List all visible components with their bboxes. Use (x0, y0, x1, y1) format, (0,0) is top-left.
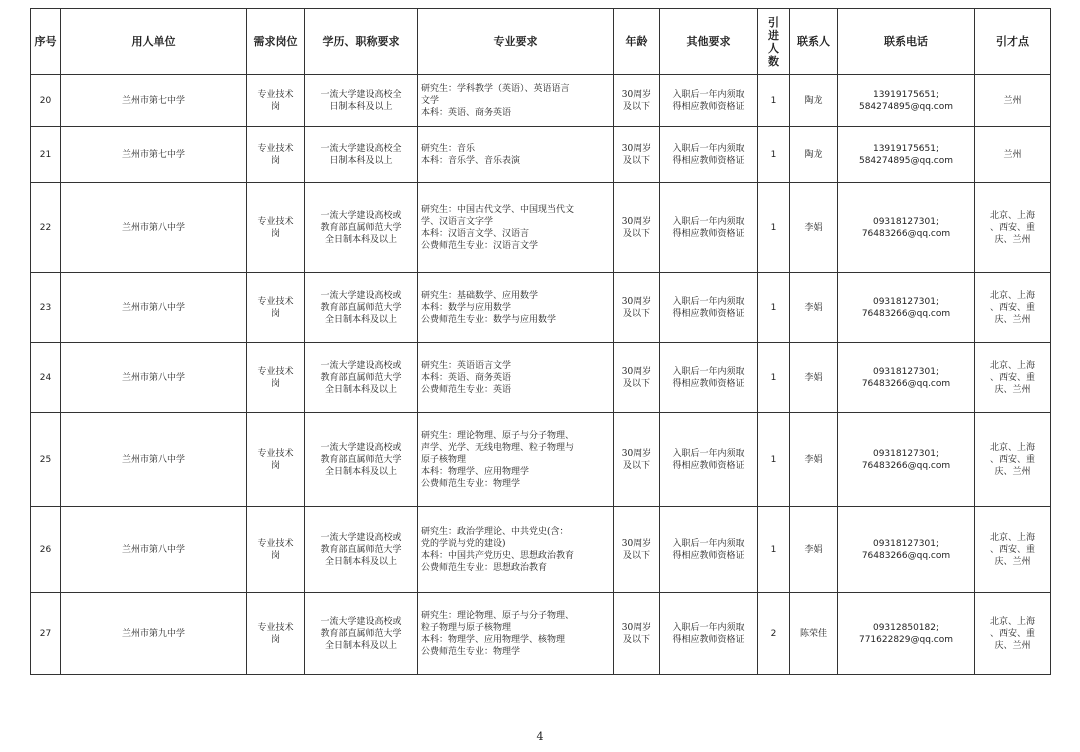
header-cell: 联系电话 (838, 9, 975, 75)
cell-major-line: 本科：数学与应用数学 (421, 302, 512, 313)
cell-major-line: 声学、光学、无线电物理、粒子物理与 (421, 442, 575, 453)
cell-location (975, 343, 1051, 413)
cell-location-line: 庆、兰州 (994, 314, 1031, 325)
cell-location-line: 庆、兰州 (994, 640, 1031, 651)
cell-position-line: 专业技术 (257, 538, 294, 549)
cell-age-line: 30周岁 (621, 143, 652, 154)
cell-age-line: 30周岁 (621, 296, 652, 307)
cell-education-line: 一流大学建设高校或 (320, 616, 402, 627)
cell-location-line: 、西安、重 (989, 544, 1035, 555)
cell-phone-line: 09318127301; (872, 538, 940, 549)
cell-employer: 兰州市第八中学 (61, 273, 247, 343)
cell-major-line: 研究生：政治学理论、中共党史(含： (421, 526, 569, 537)
cell-major (418, 413, 614, 507)
cell-major-line: 研究生：英语语言文学 (421, 360, 512, 371)
cell-major-line: 研究生：中国古代文学、中国现当代文 (421, 204, 575, 215)
cell-employer: 兰州市第七中学 (61, 75, 247, 127)
cell-serial: 20 (31, 75, 61, 127)
cell-education (305, 413, 418, 507)
cell-age-line: 30周岁 (621, 89, 652, 100)
cell-position-line: 岗 (270, 634, 280, 645)
cell-location-line: 庆、兰州 (994, 234, 1031, 245)
cell-location-line: 、西安、重 (989, 628, 1035, 639)
cell-location-line: 北京、上海 (989, 442, 1035, 453)
cell-education-line: 一流大学建设高校全 (320, 89, 402, 100)
cell-phone (838, 507, 975, 593)
cell-other-line: 得相应教师资格证 (672, 308, 745, 319)
cell-age-line: 30周岁 (621, 216, 652, 227)
cell-major-line: 党的学说与党的建设) (421, 538, 506, 549)
cell-position-line: 岗 (270, 460, 280, 471)
cell-position (247, 507, 305, 593)
header-cell: 需求岗位 (247, 9, 305, 75)
cell-contact: 李娟 (790, 343, 838, 413)
cell-location-line: 兰州 (1003, 95, 1022, 106)
cell-age-line: 30周岁 (621, 448, 652, 459)
cell-employer: 兰州市第八中学 (61, 413, 247, 507)
cell-phone-line: 76483266@qq.com (861, 460, 951, 471)
cell-contact: 陈荣佳 (790, 593, 838, 675)
cell-location (975, 593, 1051, 675)
cell-major-line: 本科：物理学、应用物理学、核物理 (421, 634, 566, 645)
cell-position (247, 75, 305, 127)
cell-age-line: 及以下 (622, 634, 650, 645)
cell-major-line: 研究生：理论物理、原子与分子物理、 (421, 430, 575, 441)
cell-other-line: 入职后一年内须取 (672, 296, 745, 307)
cell-major (418, 75, 614, 127)
cell-employer: 兰州市第八中学 (61, 507, 247, 593)
cell-age (614, 343, 660, 413)
cell-major-line: 公费师范生专业：汉语言文学 (421, 240, 539, 251)
cell-serial: 25 (31, 413, 61, 507)
cell-age (614, 183, 660, 273)
cell-position (247, 273, 305, 343)
cell-age (614, 593, 660, 675)
cell-phone (838, 75, 975, 127)
header-cell: 引进人数 (758, 9, 790, 75)
cell-contact: 李娟 (790, 413, 838, 507)
recruitment-table (30, 8, 1051, 675)
cell-major-line: 公费师范生专业：物理学 (421, 646, 521, 657)
cell-position-line: 专业技术 (257, 622, 294, 633)
cell-education-line: 一流大学建设高校或 (320, 210, 402, 221)
cell-location (975, 75, 1051, 127)
header-cell: 学历、职称要求 (305, 9, 418, 75)
cell-other-line: 入职后一年内须取 (672, 366, 745, 377)
cell-serial: 27 (31, 593, 61, 675)
cell-education-line: 全日制本科及以上 (324, 314, 397, 325)
cell-other-line: 得相应教师资格证 (672, 228, 745, 239)
cell-other (660, 183, 758, 273)
cell-major-line: 本科：物理学、应用物理学 (421, 466, 530, 477)
cell-count: 1 (758, 75, 790, 127)
cell-position-line: 专业技术 (257, 89, 294, 100)
cell-phone (838, 413, 975, 507)
cell-phone-line: 584274895@qq.com (858, 155, 954, 166)
cell-education (305, 507, 418, 593)
cell-age-line: 及以下 (622, 101, 650, 112)
cell-age-line: 及以下 (622, 460, 650, 471)
cell-position (247, 343, 305, 413)
cell-position-line: 岗 (270, 155, 280, 166)
cell-age-line: 及以下 (622, 550, 650, 561)
cell-location (975, 127, 1051, 183)
cell-position-line: 岗 (270, 101, 280, 112)
cell-major (418, 127, 614, 183)
cell-phone-line: 13919175651; (872, 143, 940, 154)
cell-location-line: 庆、兰州 (994, 384, 1031, 395)
cell-other-line: 入职后一年内须取 (672, 622, 745, 633)
cell-major (418, 273, 614, 343)
cell-education-line: 教育部直属师范大学 (320, 628, 402, 639)
cell-other (660, 273, 758, 343)
cell-major-line: 研究生：学科教学（英语）、英语语言 (421, 83, 570, 94)
cell-major-line: 公费师范生专业：英语 (421, 384, 512, 395)
cell-contact: 李娟 (790, 507, 838, 593)
cell-major-line: 公费师范生专业：数学与应用数学 (421, 314, 557, 325)
cell-employer: 兰州市第九中学 (61, 593, 247, 675)
cell-phone-line: 584274895@qq.com (858, 101, 954, 112)
cell-education-line: 教育部直属师范大学 (320, 454, 402, 465)
cell-other (660, 413, 758, 507)
cell-phone (838, 183, 975, 273)
cell-major-line: 研究生：音乐 (421, 143, 476, 154)
page-number: 4 (536, 730, 544, 743)
cell-major-line: 公费师范生专业：思想政治教育 (421, 562, 548, 573)
cell-education-line: 一流大学建设高校或 (320, 290, 402, 301)
cell-age-line: 及以下 (622, 155, 650, 166)
table-row (31, 75, 1051, 127)
cell-location-line: 、西安、重 (989, 302, 1035, 313)
cell-serial: 23 (31, 273, 61, 343)
cell-other-line: 得相应教师资格证 (672, 155, 745, 166)
cell-phone (838, 127, 975, 183)
cell-location-line: 北京、上海 (989, 616, 1035, 627)
cell-major-line: 学、汉语言文字学 (421, 216, 494, 227)
cell-age-line: 及以下 (622, 378, 650, 389)
cell-location-line: 庆、兰州 (994, 466, 1031, 477)
cell-contact: 李娟 (790, 183, 838, 273)
cell-position-line: 专业技术 (257, 448, 294, 459)
cell-age-line: 30周岁 (621, 366, 652, 377)
cell-position-line: 岗 (270, 378, 280, 389)
cell-education-line: 全日制本科及以上 (324, 640, 397, 651)
cell-education (305, 273, 418, 343)
cell-location (975, 183, 1051, 273)
cell-position-line: 岗 (270, 228, 280, 239)
cell-location-line: 北京、上海 (989, 360, 1035, 371)
cell-location-line: 庆、兰州 (994, 556, 1031, 567)
cell-location-line: 、西安、重 (989, 222, 1035, 233)
cell-contact: 陶龙 (790, 127, 838, 183)
cell-other-line: 得相应教师资格证 (672, 101, 745, 112)
cell-major (418, 183, 614, 273)
header-cell: 专业要求 (418, 9, 614, 75)
table-row (31, 413, 1051, 507)
cell-phone-line: 771622829@qq.com (858, 634, 954, 645)
cell-age (614, 75, 660, 127)
cell-age-line: 及以下 (622, 308, 650, 319)
cell-other-line: 得相应教师资格证 (672, 378, 745, 389)
cell-education-line: 教育部直属师范大学 (320, 544, 402, 555)
cell-education-line: 一流大学建设高校或 (320, 442, 402, 453)
cell-phone-line: 76483266@qq.com (861, 550, 951, 561)
cell-education-line: 全日制本科及以上 (324, 234, 397, 245)
cell-location-line: 北京、上海 (989, 210, 1035, 221)
cell-education (305, 75, 418, 127)
cell-major-line: 文学 (421, 95, 440, 106)
cell-major (418, 593, 614, 675)
cell-phone-line: 09318127301; (872, 448, 940, 459)
cell-location-line: 北京、上海 (989, 532, 1035, 543)
cell-education-line: 教育部直属师范大学 (320, 372, 402, 383)
header-cell: 年龄 (614, 9, 660, 75)
cell-other-line: 入职后一年内须取 (672, 216, 745, 227)
cell-major-line: 研究生：理论物理、原子与分子物理、 (421, 610, 575, 621)
table-row (31, 127, 1051, 183)
cell-position (247, 127, 305, 183)
cell-other (660, 343, 758, 413)
table-row (31, 273, 1051, 343)
cell-phone-line: 76483266@qq.com (861, 378, 951, 389)
cell-employer: 兰州市第八中学 (61, 183, 247, 273)
cell-serial: 21 (31, 127, 61, 183)
cell-phone-line: 09318127301; (872, 216, 940, 227)
cell-education-line: 教育部直属师范大学 (320, 302, 402, 313)
cell-other-line: 入职后一年内须取 (672, 89, 745, 100)
cell-employer: 兰州市第七中学 (61, 127, 247, 183)
cell-education-line: 全日制本科及以上 (324, 466, 397, 477)
table-row (31, 183, 1051, 273)
cell-other-line: 得相应教师资格证 (672, 460, 745, 471)
cell-age (614, 507, 660, 593)
cell-location-line: 、西安、重 (989, 372, 1035, 383)
cell-major-line: 研究生：基础数学、应用数学 (421, 290, 539, 301)
cell-age (614, 273, 660, 343)
cell-other-line: 得相应教师资格证 (672, 550, 745, 561)
cell-major-line: 公费师范生专业：物理学 (421, 478, 521, 489)
cell-major (418, 343, 614, 413)
cell-education (305, 593, 418, 675)
cell-count: 1 (758, 273, 790, 343)
cell-major-line: 本科：英语、商务英语 (421, 372, 512, 383)
cell-position-line: 岗 (270, 550, 280, 561)
cell-education-line: 日制本科及以上 (329, 155, 393, 166)
cell-location-line: 、西安、重 (989, 454, 1035, 465)
cell-education-line: 全日制本科及以上 (324, 384, 397, 395)
cell-other-line: 入职后一年内须取 (672, 538, 745, 549)
cell-other-line: 入职后一年内须取 (672, 143, 745, 154)
cell-phone-line: 09318127301; (872, 296, 940, 307)
cell-location (975, 273, 1051, 343)
cell-count: 1 (758, 127, 790, 183)
cell-position-line: 专业技术 (257, 296, 294, 307)
cell-phone (838, 343, 975, 413)
header-cell: 联系人 (790, 9, 838, 75)
header-cell: 引才点 (975, 9, 1051, 75)
cell-position (247, 183, 305, 273)
cell-education-line: 一流大学建设高校或 (320, 532, 402, 543)
cell-age-line: 30周岁 (621, 622, 652, 633)
cell-position-line: 专业技术 (257, 143, 294, 154)
cell-count: 2 (758, 593, 790, 675)
cell-employer: 兰州市第八中学 (61, 343, 247, 413)
cell-education-line: 日制本科及以上 (329, 101, 393, 112)
cell-other (660, 507, 758, 593)
cell-age-line: 30周岁 (621, 538, 652, 549)
cell-phone-line: 76483266@qq.com (861, 228, 951, 239)
cell-other (660, 127, 758, 183)
cell-contact: 陶龙 (790, 75, 838, 127)
cell-other-line: 入职后一年内须取 (672, 448, 745, 459)
cell-major-line: 本科：英语、商务英语 (421, 107, 512, 118)
cell-serial: 26 (31, 507, 61, 593)
cell-education (305, 343, 418, 413)
cell-education (305, 183, 418, 273)
cell-other (660, 593, 758, 675)
cell-education-line: 一流大学建设高校或 (320, 360, 402, 371)
cell-age (614, 127, 660, 183)
cell-position (247, 413, 305, 507)
cell-other-line: 得相应教师资格证 (672, 634, 745, 645)
cell-location-line: 北京、上海 (989, 290, 1035, 301)
cell-phone-line: 13919175651; (872, 89, 940, 100)
table-row (31, 343, 1051, 413)
cell-count: 1 (758, 183, 790, 273)
cell-phone-line: 76483266@qq.com (861, 308, 951, 319)
table-row (31, 593, 1051, 675)
cell-major-line: 本科：中国共产党历史、思想政治教育 (421, 550, 575, 561)
cell-position-line: 岗 (270, 308, 280, 319)
cell-education-line: 教育部直属师范大学 (320, 222, 402, 233)
cell-phone (838, 593, 975, 675)
cell-position (247, 593, 305, 675)
cell-age (614, 413, 660, 507)
cell-age-line: 及以下 (622, 228, 650, 239)
header-cell: 用人单位 (61, 9, 247, 75)
cell-location (975, 413, 1051, 507)
cell-location (975, 507, 1051, 593)
cell-major-line: 本科：汉语言文学、汉语言 (421, 228, 530, 239)
table-header-row (31, 9, 1051, 75)
cell-phone-line: 09318127301; (872, 366, 940, 377)
cell-major-line: 粒子物理与原子核物理 (421, 622, 512, 633)
cell-major-line: 本科：音乐学、音乐表演 (421, 155, 521, 166)
cell-phone-line: 09312850182; (872, 622, 940, 633)
cell-location-line: 兰州 (1003, 149, 1022, 160)
cell-count: 1 (758, 413, 790, 507)
cell-other (660, 75, 758, 127)
header-cell: 序号 (31, 9, 61, 75)
cell-position-line: 专业技术 (257, 216, 294, 227)
cell-phone (838, 273, 975, 343)
header-cell: 其他要求 (660, 9, 758, 75)
table-row (31, 507, 1051, 593)
cell-count: 1 (758, 343, 790, 413)
cell-education-line: 一流大学建设高校全 (320, 143, 402, 154)
cell-serial: 22 (31, 183, 61, 273)
cell-serial: 24 (31, 343, 61, 413)
cell-education (305, 127, 418, 183)
cell-major-line: 原子核物理 (421, 454, 467, 465)
cell-major (418, 507, 614, 593)
cell-contact: 李娟 (790, 273, 838, 343)
cell-education-line: 全日制本科及以上 (324, 556, 397, 567)
cell-count: 1 (758, 507, 790, 593)
cell-position-line: 专业技术 (257, 366, 294, 377)
